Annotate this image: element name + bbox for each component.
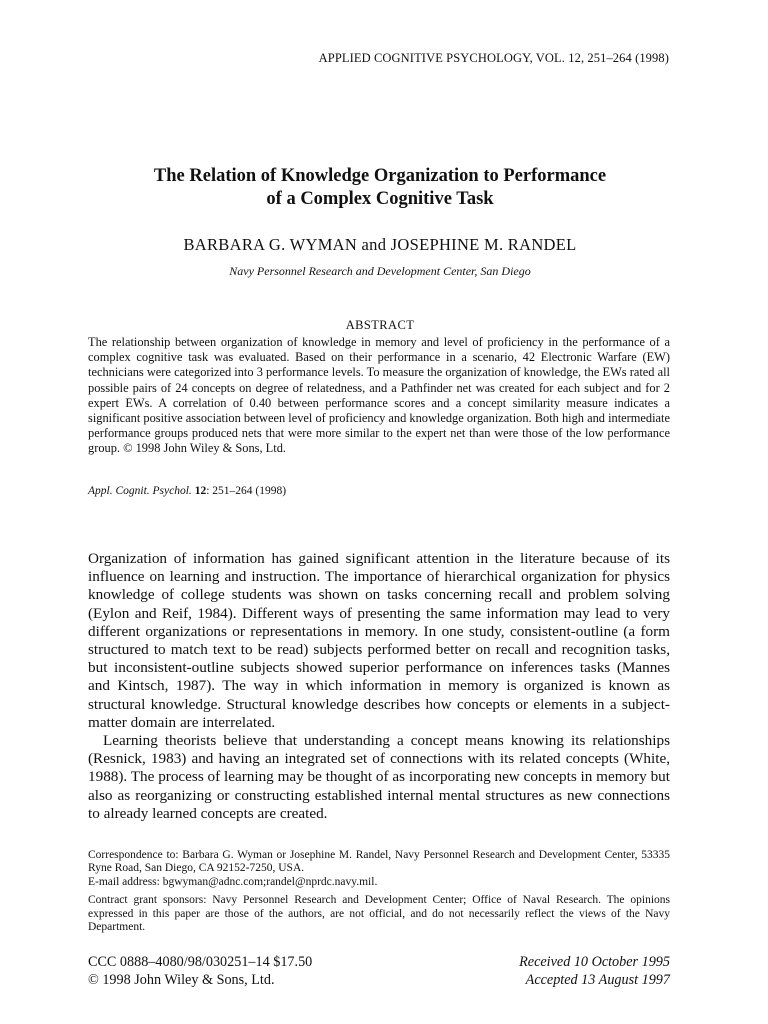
email-text: E-mail address: bgwyman@adnc.com;randel@nprdc.navy.mil. [88, 875, 378, 888]
affiliation: Navy Personnel Research and Development Center, San Diego [229, 264, 531, 278]
accepted-date: Accepted 13 August 1997 [525, 971, 670, 988]
abstract-text: The relationship between organization of knowledge in memory and level of proficiency in the performance of a complex cognitive task was evaluated. Based on their performance in a scenario, 42 Electronic Warfare (EW) technicians were categorized into 3 performance levels. To measure the organization of knowledge, the EWs rated all possible pairs of 24 concepts on degree of relatedness, and a Pathfinder net was created for each subject and for 2 expert EWs. A correlation of 0.40 between performance scores and a concept similarity measure indicates a significant positive association between level of proficiency and knowledge organization. Both high and intermediate performance groups produced nets that were more similar to the expert net than were those of the low performance group. © 1998 John Wiley & Sons, Ltd. [88, 335, 670, 456]
running-head: APPLIED COGNITIVE PSYCHOLOGY, VOL. 12, 251–264 (1998) [318, 51, 669, 65]
title-line-2: of a Complex Cognitive Task [266, 189, 494, 209]
copyright-line: © 1998 John Wiley & Sons, Ltd. [88, 971, 275, 988]
body-paragraph-2: Learning theorists believe that understanding a concept means knowing its relationships (Resnick, 1983) and having an integrated set of connections with its related concepts (White, 1988). The process of learning may be thought of as incorporating new concepts in memory but also as reorganizing or constructing established internal mental structures as new connections to already learned concepts are created. [88, 732, 670, 822]
journal-citation [88, 485, 286, 497]
received-date: Received 10 October 1995 [519, 954, 670, 970]
correspondence-footnote [88, 849, 670, 889]
body-paragraph-1: Organization of information has gained significant attention in the literature because of its influence on learning and instruction. The importance of hierarchical organization for physics knowledge of college students was shown on tasks concerning recall and problem solving (Eylon and Reif, 1984). Different ways of presenting the same information may lead to very different organizations or representations in memory. In one study, consistent-outline (a form structured to match text to be read) subjects performed better on recall and recognition tasks, but inconsistent-outline subjects showed superior performance on inferences tasks (Mannes and Kintsch, 1987). The way in which information in memory is organized is known as structural knowledge. Structural knowledge describes how concepts or elements in a subject-matter domain are interrelated. [88, 550, 670, 731]
publication-info [88, 954, 312, 989]
ccc-code: CCC 0888–4080/98/030251–14 $17.50 [88, 954, 313, 970]
sponsors-footnote: Contract grant sponsors: Navy Personnel Research and Development Center; Office of Naval Research. The opinions expressed in this paper are those of the authors, are not official, and do not necessarily reflect the views of the Navy Department. [88, 894, 670, 934]
abstract-heading: ABSTRACT [345, 318, 415, 332]
paper-title [60, 165, 700, 211]
title-line-1: The Relation of Knowledge Organization to Performance [153, 166, 607, 186]
footnotes [88, 849, 670, 934]
body-text [88, 550, 670, 823]
authors: BARBARA G. WYMAN and JOSEPHINE M. RANDEL [183, 235, 577, 254]
citation-journal: Appl. Cognit. Psychol. [88, 485, 192, 497]
submission-dates [519, 954, 670, 989]
citation-pages: : 251–264 (1998) [206, 485, 287, 497]
citation-volume: 12 [194, 485, 207, 497]
correspondence-text: Correspondence to: Barbara G. Wyman or Josephine M. Randel, Navy Personnel Research and Development Center, 53335 Ryne Road, San Diego, CA 92152-7250, USA. [88, 849, 670, 875]
